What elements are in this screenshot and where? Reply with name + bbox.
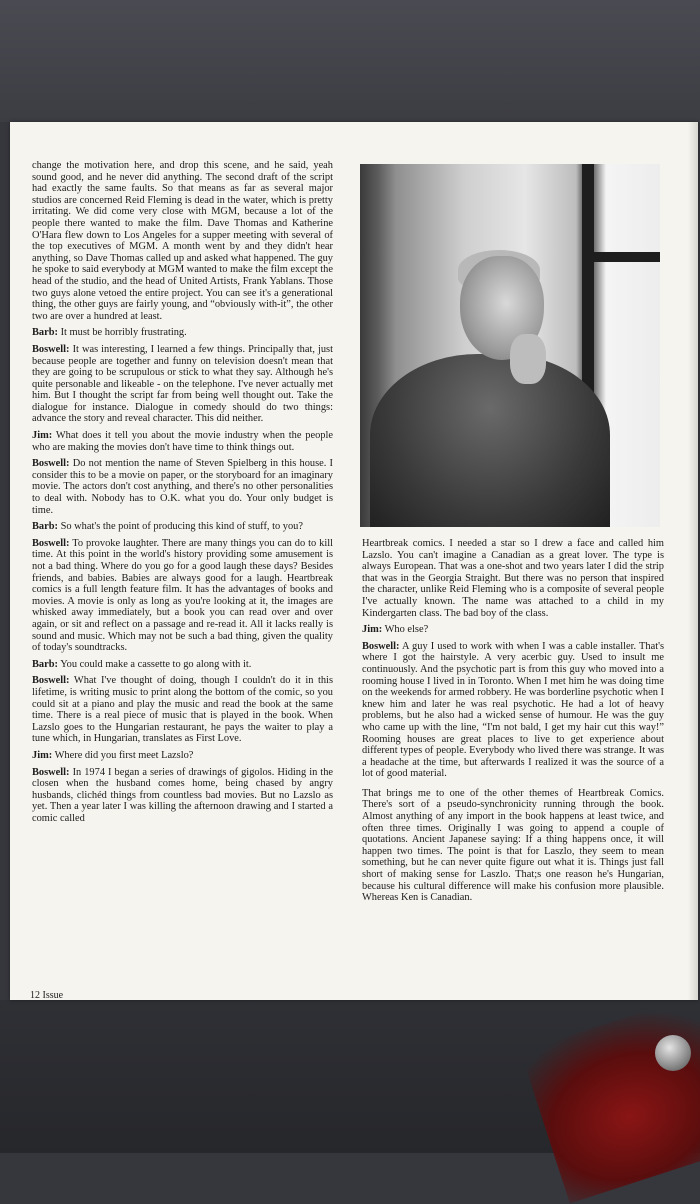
- right-column: [362, 538, 664, 909]
- paragraph: Barb: You could make a cassette to go along with it.: [32, 658, 252, 670]
- page-spine-shadow: [688, 122, 698, 1000]
- paragraph: That brings me to one of the other themes of Heartbreak Comics. There's sort of a pseudo-synchronicity running through the book. Almost anything of any import in the book happens at least twice, and often three times. Originally I was going to append a couple of quotations. Ancient Japanese saying: If a thing happens once, it will happen two times. The point is that for Laszlo, they seem to mean something, but he can never quite figure out what it is. Things just fall short of making sense for Laszlo. That;s one reason he's Hungarian, because his cultural difference will make his confusion more plausible. Whereas Ken is Canadian.: [362, 787, 664, 904]
- photo-figure-body: [370, 354, 610, 527]
- paragraph: Boswell: A guy I used to work with when I was a cable installer. That's where I got the hairstyle. A very acerbic guy. Used to insult me continuously. And the psychotic part is from this guy who moved into a rooming house I lived in in Toronto. When I met him he was doing time on the weekends for armed robbery. He was borderline psychotic when I knew him and later he was real psychotic. He had a lot of heavy problems, but he also had a wicked sense of humour. He was the guy who came up with the line, “I'm not bald, I get my hair cut this way!” Rooming houses are great places to live to get experience about different types of people. Everybody who lived there was strange. It was a headache at the time, but afterwards I realized it was the source of a lot of good material.: [362, 640, 664, 780]
- paragraph: Jim: Who else?: [362, 624, 429, 636]
- paragraph: Boswell: To provoke laughter. There are many things you can do to kill time. At this point in the world's history providing some amusement is not a bad thing. Where do you go for a good laugh these days? Besides friends, and babies. Babies are always good for a laugh. Heartbreak comics is a full length feature film. It has the advantages of books and movies. A movie is only as long as you're looking at it, the images are whisked away immediately, but a book you can read over and over again, or sit and reflect on a passage and re-read it. All it lacks really is sound and music. Which may not be such a bad thing, given the quality of today's soundtracks.: [32, 537, 333, 654]
- portrait-photo: [360, 164, 660, 527]
- paragraph: Jim: Where did you first meet Lazslo?: [32, 749, 194, 761]
- window-frame: [582, 252, 660, 262]
- magazine-page: [10, 122, 698, 1000]
- paragraph: change the motivation here, and drop this scene, and he said, yeah sound good, and he never did anything. The second draft of the script had exactly the same faults. So that means as far as several major studios are concerned Reid Fleming is dead in the water, which is pretty irritating. We did come very close with MGM, because a lot of the people there wanted to make the film. Dave Thomas and Katherine O'Hara flew down to Los Angeles for a supper meeting with several of the top executives of MGM. A month went by and they didn't hear anything, so Dave Thomas called up and asked what happened. The guy he spoke to said everybody at MGM wanted to make the film except the head of the studio, and the head of United Artists, Frank Yablans. Those two guys alone vetoed the entire project. You can see it's a generational thing, the other guys are fairly young, and “obviously with-it”, the other two are over a hundred at least.: [32, 160, 333, 322]
- metal-knob: [655, 1035, 691, 1071]
- paragraph: Heartbreak comics. I needed a star so I drew a face and called him Lazslo. You can't imagine a Canadian as a great lover. The type is always European. That was a one-shot and two years later I did the strip that was in the Georgia Straight. But there was no person that inspired the character, unlike Reid Fleming who is a composite of several people I've actually known. The name was attached to a child in my Kindergarten class. The bad boy of the class.: [362, 538, 664, 619]
- paragraph: Boswell: What I've thought of doing, though I couldn't do it in this lifetime, is writing music to print along the bottom of the comic, so you could sit at a piano and play the music and read the book at the same time. There is a real piece of music that is played in the book. When Lazslo goes to the Hungarian restaurant, he pays the waiter to play a tune which, in Hungarian, translates as First Love.: [32, 675, 333, 745]
- paragraph: Boswell: In 1974 I began a series of drawings of gigolos. Hiding in the closen when the husband comes home, being chased by angry husbands, clichéd things from countless bad movies. But no Lazslo as yet. Then a year later I was killing the afternoon drawing and I started a comic called: [32, 766, 333, 824]
- photo-figure-hand: [510, 334, 546, 384]
- paragraph: Barb: It must be horribly frustrating.: [32, 327, 187, 339]
- paragraph: Boswell: Do not mention the name of Steven Spielberg in this house. I consider this to be a movie on paper, or the storyboard for an imaginary movie. The actors don't cost anything, and there's no other personalities to deal with. Nobody has to O.K. what you do. Your only budget is time.: [32, 458, 334, 516]
- scan-background-top: [0, 0, 700, 122]
- paragraph: Barb: So what's the point of producing this kind of stuff, to you?: [32, 521, 303, 533]
- page-folio: 12 Issue: [30, 990, 64, 1001]
- left-column: [32, 160, 333, 829]
- paragraph: Boswell: It was interesting, I learned a few things. Principally that, just because people are together and funny on television doesn't mean that they are going to be scrupulous or stick to what they say. Although he's quite personable and likeable - on the telephone. I've never actually met him. But I thought the script far from being well thought out. Take the dialogue for instance. Dialogue in comedy should do two things: advance the story and reveal character. This did neither.: [32, 343, 333, 425]
- paragraph: Jim: What does it tell you about the movie industry when the people who are making the movies don't have time to think things out.: [32, 430, 333, 453]
